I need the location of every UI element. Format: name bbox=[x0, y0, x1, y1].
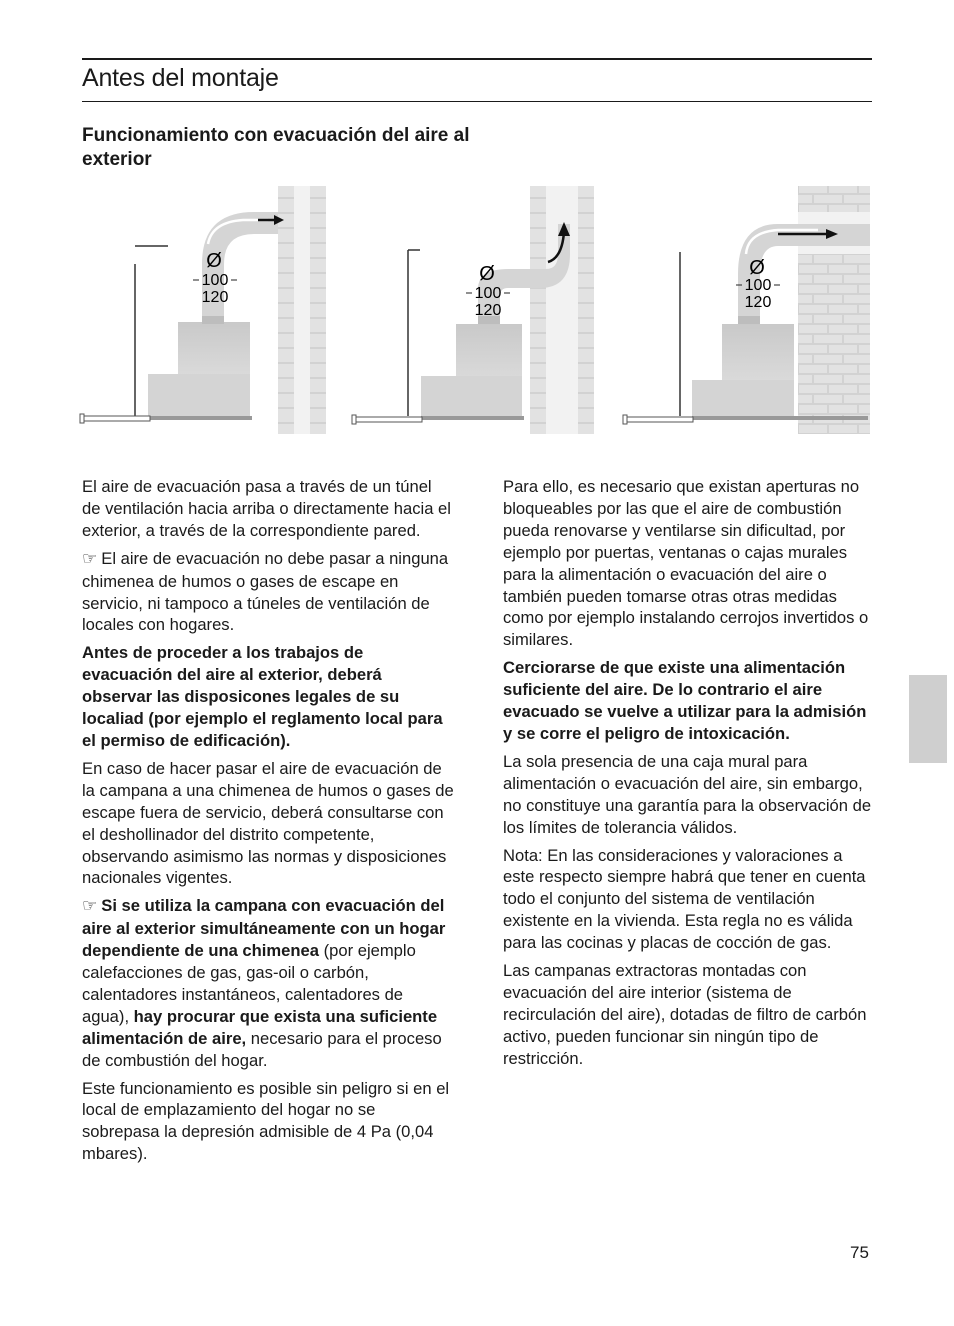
section-tab-marker bbox=[909, 675, 947, 763]
paragraph: La sola presencia de una caja mural para alimentación o evacuación del aire, sin embargo, no constituye una garantía para la observación de los límites de tolerancia válidos. bbox=[503, 751, 872, 837]
svg-text:100: 100 bbox=[201, 272, 229, 289]
paragraph: Nota: En las consideraciones y valoraciones a este respecto siempre habrá que tener en cuenta todo el conjunto del sistema de ventilación existente en la vivienda. Esta regla no es válida para las cocinas y placas de cocción de gas. bbox=[503, 845, 866, 953]
header-rule-top bbox=[82, 58, 872, 60]
installation-diagrams bbox=[78, 184, 878, 436]
svg-text:Ø: Ø bbox=[749, 257, 765, 279]
svg-text:Ø: Ø bbox=[206, 250, 222, 272]
svg-text:120: 120 bbox=[201, 289, 229, 306]
svg-text:Ø: Ø bbox=[479, 263, 495, 285]
pointing-hand-icon: ☞ bbox=[82, 896, 98, 917]
left-column bbox=[82, 476, 454, 1171]
right-column bbox=[503, 476, 875, 1076]
note-paragraph: ☞ Si se utiliza la campana con evacuación del aire al exterior simultáneamente con un hogar dependiente de una chimenea (por ejemplo calefacciones de gas, gas-oil o carbón, calentadores instantáneos, calentadores de agua), hay procurar que exista una suficiente alimentación de aire, necesario para el proceso de combustión del hogar. bbox=[82, 896, 446, 1070]
page-title: Antes del montaje bbox=[82, 64, 279, 92]
diagram-outside-wall bbox=[623, 186, 870, 434]
diagram-chimney-left bbox=[80, 186, 326, 434]
paragraph: Este funcionamiento es posible sin peligro si en el local de emplazamiento del hogar no se sobrepasa la depresión admisible de 4 Pa (0,04 mbares). bbox=[82, 1078, 450, 1164]
svg-text:100: 100 bbox=[744, 277, 772, 294]
svg-text:100: 100 bbox=[474, 285, 502, 302]
diagram-chimney-center bbox=[352, 186, 594, 434]
page-number: 75 bbox=[850, 1243, 869, 1262]
pointing-hand-icon: ☞ bbox=[82, 548, 98, 569]
paragraph: En caso de hacer pasar el aire de evacuación de la campana a una chimenea de humos o gases de escape fuera de servicio, deberá consultarse con el deshollinador del distrito competente, observando asimismo las normas y disposiciones nacionales vigentes. bbox=[82, 758, 454, 888]
warning-paragraph: Antes de proceder a los trabajos de evacuación del aire al exterior, deberá observar las disposicones legales de su localiad (por ejemplo el reglamento local para el permiso de edificación). bbox=[82, 643, 443, 750]
paragraph: El aire de evacuación pasa a través de un túnel de ventilación hacia arriba o directamente hacia el exterior, a través de la correspondiente pared. bbox=[82, 477, 451, 540]
note-paragraph: ☞ El aire de evacuación no debe pasar a ninguna chimenea de humos o gases de escape en servicio, ni tampoco a túneles de ventilación de locales con hogares. bbox=[82, 548, 449, 635]
header-rule-bottom bbox=[82, 101, 872, 102]
section-title: Funcionamiento con evacuación del aire al exterior bbox=[82, 125, 470, 170]
warning-paragraph: Cerciorarse de que existe una alimentación suficiente del aire. De lo contrario el aire evacuado se vuelve a utilizar para la admisión y se corre el peligro de intoxicación. bbox=[503, 658, 867, 743]
svg-text:120: 120 bbox=[744, 294, 772, 311]
paragraph: Para ello, es necesario que existan aperturas no bloqueables por las que el aire de combustión pueda renovarse y ventilarse sin dificultad, por ejemplo por puertas, ventanas o cajas murales para la alimentación o evacuación del aire o también pueden tomarse otras otras medidas como por ejemplo instalando cerrojos invertidos o similares. bbox=[503, 477, 869, 650]
svg-text:120: 120 bbox=[474, 302, 502, 319]
paragraph: Las campanas extractoras montadas con evacuación del aire interior (sistema de recirculación del aire), dotadas de filtro de carbón activo, pueden funcionar sin ningún tipo de restricción. bbox=[503, 961, 867, 1068]
